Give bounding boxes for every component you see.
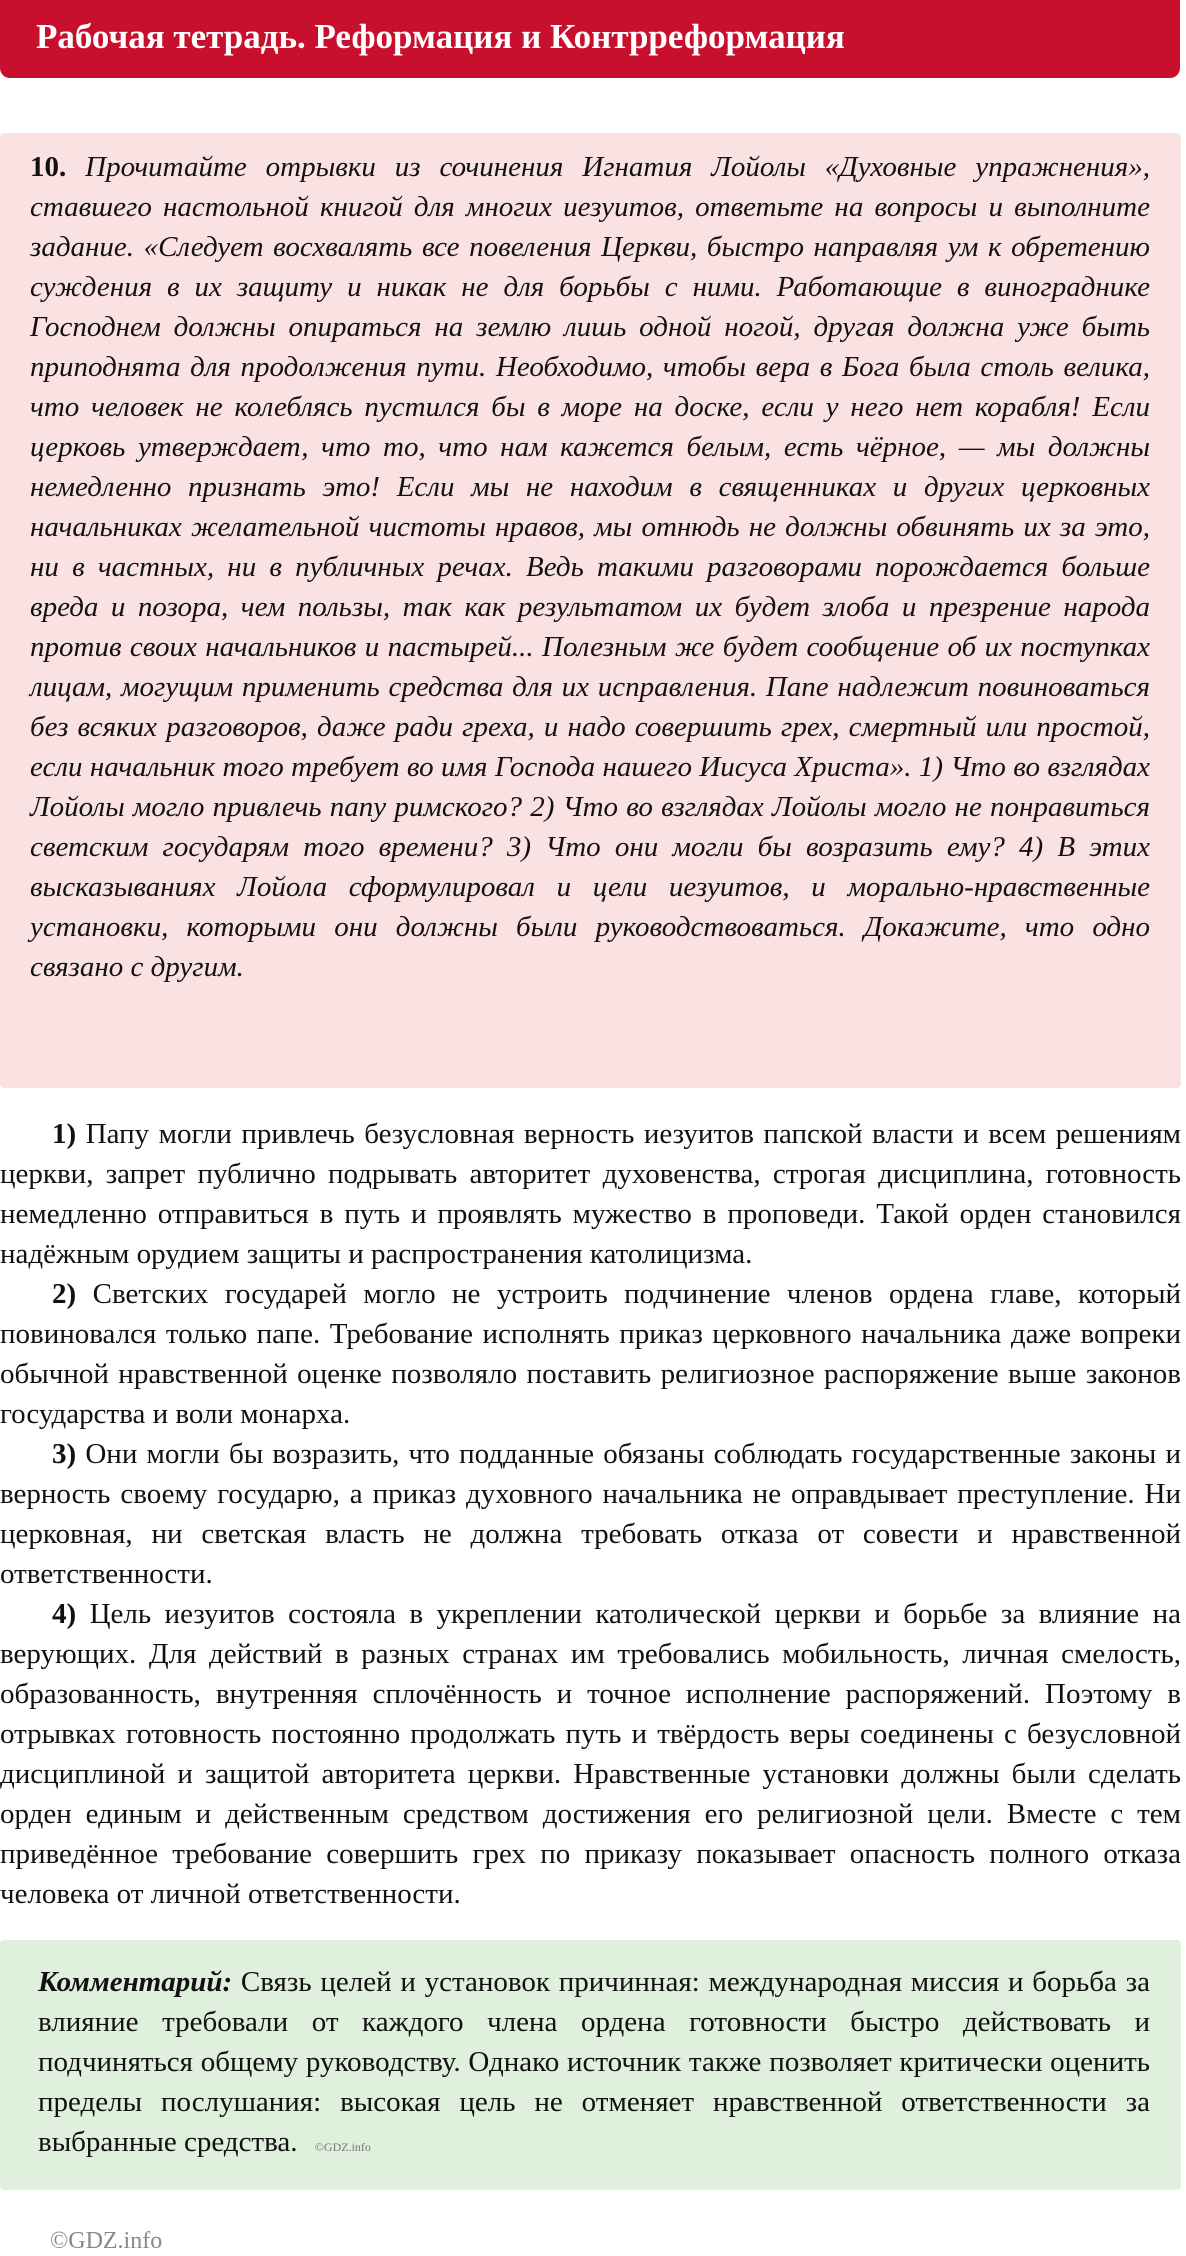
answer-number: 1) [52, 1118, 77, 1150]
footer-watermark: ©GDZ.info [50, 2228, 163, 2254]
comment-label: Комментарий: [38, 1966, 233, 1998]
task-text [30, 147, 1150, 987]
answer-item [0, 1114, 1181, 1274]
page-title: Рабочая тетрадь. Реформация и Контрреформация [36, 17, 845, 56]
task-block [0, 133, 1181, 1088]
comment-block [0, 1940, 1181, 2190]
answer-number: 2) [52, 1278, 77, 1310]
task-body: Прочитайте отрывки из сочинения Игнатия Лойолы «Духовные упражнения», ставшего настольной книгой для многих иезуитов, ответьте на вопросы и выполните задание. «Следует восхвалять все повеления Церкви, быстро направляя ум к обретению суждения в их защиту и никак не для борьбы с ними. Работающие в винограднике Господнем должны опираться на землю лишь одной ногой, другая должна уже быть приподнята для продолжения пути. Необходимо, чтобы вера в Бога была столь велика, что человек не колеблясь пустился бы в море на доске, если у него нет корабля! Если церковь утверждает, что то, что нам кажется белым, есть чёрное, — мы должны немедленно признать это! Если мы не находим в священниках и других церковных начальниках желательной чистоты нравов, мы отнюдь не должны обвинять их за это, ни в частных, ни в публичных речах. Ведь такими разговорами порождается больше вреда и позора, чем пользы, так как результатом их будет злоба и презрение народа против своих начальников и пастырей... Полезным же будет сообщение об их поступках лицам, могущим применить средства для их исправления. Папе надлежит повиноваться без всяких разговоров, даже ради греха, и надо совершить грех, смертный или простой, если начальник того требует во имя Господа нашего Иисуса Христа». 1) Что во взглядах Лойолы могло привлечь папу римского? 2) Что во взглядах Лойолы могло не понравиться светским государям того времени? 3) Что они могли бы возразить ему? 4) В этих высказываниях Лойола сформулировал и цели иезуитов, и морально-нравственные установки, которыми они должны были руководствоваться. Докажите, что одно связано с другим. [30, 151, 1150, 983]
answer-text: Цель иезуитов состояла в укреплении католической церкви и борьбе за влияние на верующих. Для действий в разных странах им требовались мобильность, личная смелость, образованность, внутренняя сплочённость и точное исполнение распоряжений. Поэтому в отрывках готовность постоянно продолжать путь и твёрдость веры соединены с безусловной дисциплиной и защитой авторитета церкви. Нравственные установки должны были сделать орден единым и действенным средством достижения его религиозной цели. Вместе с тем приведённое требование совершить грех по приказу показывает опасность полного отказа человека от личной ответственности. [0, 1598, 1181, 1910]
page-header [0, 0, 1180, 78]
comment-body: Связь целей и установок причинная: международная миссия и борьба за влияние требовали от каждого члена ордена готовности быстро действовать и подчиняться общему руководству. Однако источник также позволяет критически оценить пределы послушания: высокая цель не отменяет нравственной ответственности за выбранные средства. [38, 1966, 1150, 2158]
task-number: 10. [30, 151, 67, 183]
answer-text: Светских государей могло не устроить подчинение членов ордена главе, который повиновался только папе. Требование исполнять приказ церковного начальника даже вопреки обычной нравственной оценке позволяло поставить религиозное распоряжение выше законов государства и воли монарха. [0, 1278, 1181, 1430]
answer-text: Папу могли привлечь безусловная верность иезуитов папской власти и всем решениям церкви, запрет публично подрывать авторитет духовенства, строгая дисциплина, готовность немедленно отправиться в путь и проявлять мужество в проповеди. Такой орден становился надёжным орудием защиты и распространения католицизма. [0, 1118, 1182, 1270]
comment-watermark: ©GDZ.info [314, 2140, 371, 2154]
answer-item [0, 1594, 1181, 1914]
comment-text [38, 1962, 1150, 2167]
answer-number: 3) [52, 1438, 77, 1470]
answer-number: 4) [52, 1598, 77, 1630]
answer-item [0, 1434, 1181, 1594]
answers-section [0, 1114, 1181, 1914]
answer-item [0, 1274, 1181, 1434]
answer-text: Они могли бы возразить, что подданные обязаны соблюдать государственные законы и верность своему государю, а приказ духовного начальника не оправдывает преступление. Ни церковная, ни светская власть не должна требовать отказа от совести и нравственной ответственности. [0, 1438, 1181, 1590]
